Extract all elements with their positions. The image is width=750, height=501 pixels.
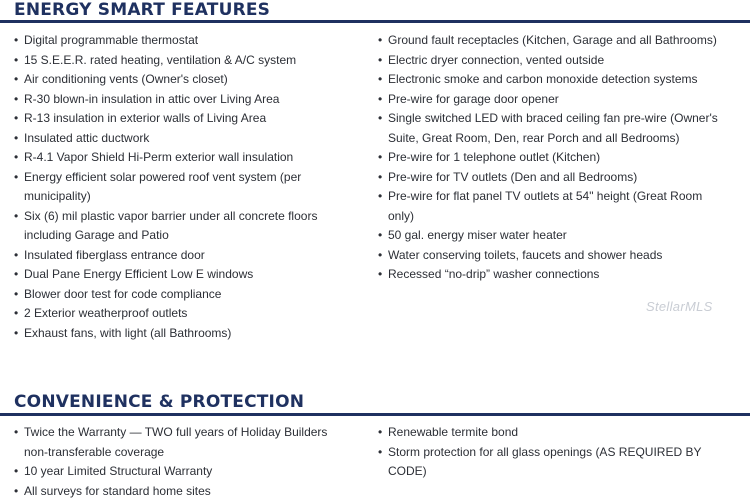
list-item: • R-30 blown-in insulation in attic over Living Area — [14, 90, 344, 110]
list-item: • Pre-wire for 1 telephone outlet (Kitchen) — [378, 148, 723, 168]
convenience-section-rule — [0, 413, 750, 416]
energy-section-title: ENERGY SMART FEATURES — [14, 0, 270, 20]
list-item: • Twice the Warranty — TWO full years of Holiday Builders non-transferable coverage — [14, 423, 344, 462]
list-item: • Water conserving toilets, faucets and shower heads — [378, 246, 723, 266]
list-item: • Electric dryer connection, vented outside — [378, 51, 723, 71]
list-item: • 15 S.E.E.R. rated heating, ventilation & A/C system — [14, 51, 344, 71]
list-item: • Digital programmable thermostat — [14, 31, 344, 51]
watermark: StellarMLS — [646, 299, 713, 314]
list-item: • Blower door test for code compliance — [14, 285, 344, 305]
list-item: • Renewable termite bond — [378, 423, 723, 443]
energy-right-list — [378, 31, 723, 285]
list-item: • Air conditioning vents (Owner's closet) — [14, 70, 344, 90]
list-item: • Electronic smoke and carbon monoxide detection systems — [378, 70, 723, 90]
list-item: • R-13 insulation in exterior walls of Living Area — [14, 109, 344, 129]
list-item: • Insulated fiberglass entrance door — [14, 246, 344, 266]
convenience-right-list — [378, 423, 723, 482]
energy-left-list — [14, 31, 344, 343]
list-item: • Insulated attic ductwork — [14, 129, 344, 149]
list-item: • Ground fault receptacles (Kitchen, Garage and all Bathrooms) — [378, 31, 723, 51]
list-item: • Single switched LED with braced ceiling fan pre-wire (Owner's Suite, Great Room, Den, rear Porch and all Bedrooms) — [378, 109, 723, 148]
list-item: • Pre-wire for flat panel TV outlets at 54" height (Great Room only) — [378, 187, 723, 226]
list-item: • Recessed “no-drip” washer connections — [378, 265, 723, 285]
list-item: • Energy efficient solar powered roof vent system (per municipality) — [14, 168, 344, 207]
list-item: • Exhaust fans, with light (all Bathrooms) — [14, 324, 344, 344]
list-item: • R-4.1 Vapor Shield Hi-Perm exterior wall insulation — [14, 148, 344, 168]
list-item: • 50 gal. energy miser water heater — [378, 226, 723, 246]
list-item: • Pre-wire for TV outlets (Den and all Bedrooms) — [378, 168, 723, 188]
convenience-left-list — [14, 423, 344, 501]
list-item: • 2 Exterior weatherproof outlets — [14, 304, 344, 324]
energy-section-rule — [0, 20, 750, 23]
list-item: • Storm protection for all glass openings (AS REQUIRED BY CODE) — [378, 443, 723, 482]
list-item: • 10 year Limited Structural Warranty — [14, 462, 344, 482]
convenience-section-title: CONVENIENCE & PROTECTION — [14, 392, 304, 412]
list-item: • Six (6) mil plastic vapor barrier under all concrete floors including Garage and Patio — [14, 207, 344, 246]
list-item: • Pre-wire for garage door opener — [378, 90, 723, 110]
list-item: • All surveys for standard home sites — [14, 482, 344, 501]
list-item: • Dual Pane Energy Efficient Low E windows — [14, 265, 344, 285]
